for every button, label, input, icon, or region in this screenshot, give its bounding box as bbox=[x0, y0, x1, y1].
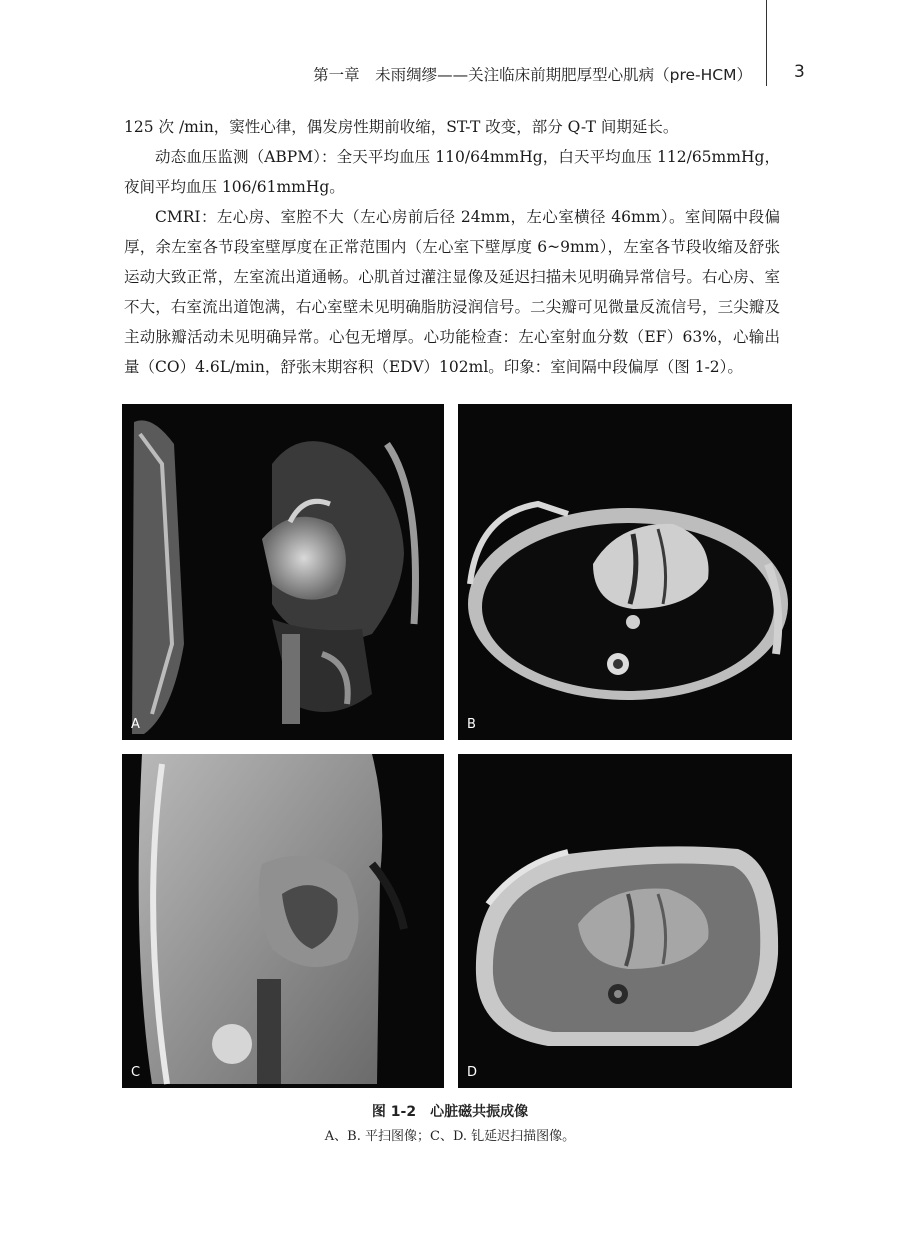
mri-image-b bbox=[458, 404, 792, 740]
paragraph-abpm: 动态血压监测（ABPM）：全天平均血压 110/64mmHg，白天平均血压 112/65mmHg，夜间平均血压 106/61mmHg。 bbox=[124, 148, 780, 196]
figure-panel-b bbox=[458, 404, 792, 740]
panel-label-a: A bbox=[131, 717, 140, 732]
panel-label-b: B bbox=[467, 717, 476, 732]
header-rule bbox=[766, 0, 767, 86]
running-head: 第一章 未雨绸缪——关注临床前期肥厚型心肌病（pre-HCM） bbox=[313, 66, 752, 84]
panel-label-d: D bbox=[467, 1065, 478, 1080]
figure-panel-d bbox=[458, 754, 792, 1088]
figure-panel-a bbox=[122, 404, 444, 740]
figure-caption-title: 图 1-2 心脏磁共振成像 bbox=[371, 1104, 529, 1120]
figure-panel-c bbox=[122, 754, 444, 1088]
paragraph-cmri: CMRI：左心房、室腔不大（左心房前后径 24mm，左心室横径 46mm）。室间隔中段偏厚，余左室各节段室壁厚度在正常范围内（左心室下壁厚度 6~9mm），左室各节段收缩及舒张运动大致正常，左室流出道通畅。心肌首过灌注显像及延迟扫描未见明确异常信号。右心房、室不大，右室流出道饱满，右心室壁未见明确脂肪浸润信号。二尖瓣可见微量反流信号，三尖瓣及主动脉瓣活动未见明确异常。心包无增厚。心功能检查：左心室射血分数（EF）63%，心输出量（CO）4.6L/min，舒张末期容积（EDV）102ml。印象：室间隔中段偏厚（图 1-2）。 bbox=[124, 208, 780, 376]
page-number: 3 bbox=[794, 62, 805, 82]
body-text bbox=[124, 112, 780, 382]
paragraph-ecg: 125 次 /min，窦性心律，偶发房性期前收缩，ST-T 改变，部分 Q-T 间期延长。 bbox=[124, 118, 679, 136]
mri-image-a bbox=[122, 404, 444, 740]
mri-image-d bbox=[458, 754, 792, 1088]
panel-label-c: C bbox=[131, 1065, 141, 1080]
figure-caption-text: A、B. 平扫图像；C、D. 钆延迟扫描图像。 bbox=[324, 1129, 576, 1144]
mri-image-c bbox=[122, 754, 444, 1088]
